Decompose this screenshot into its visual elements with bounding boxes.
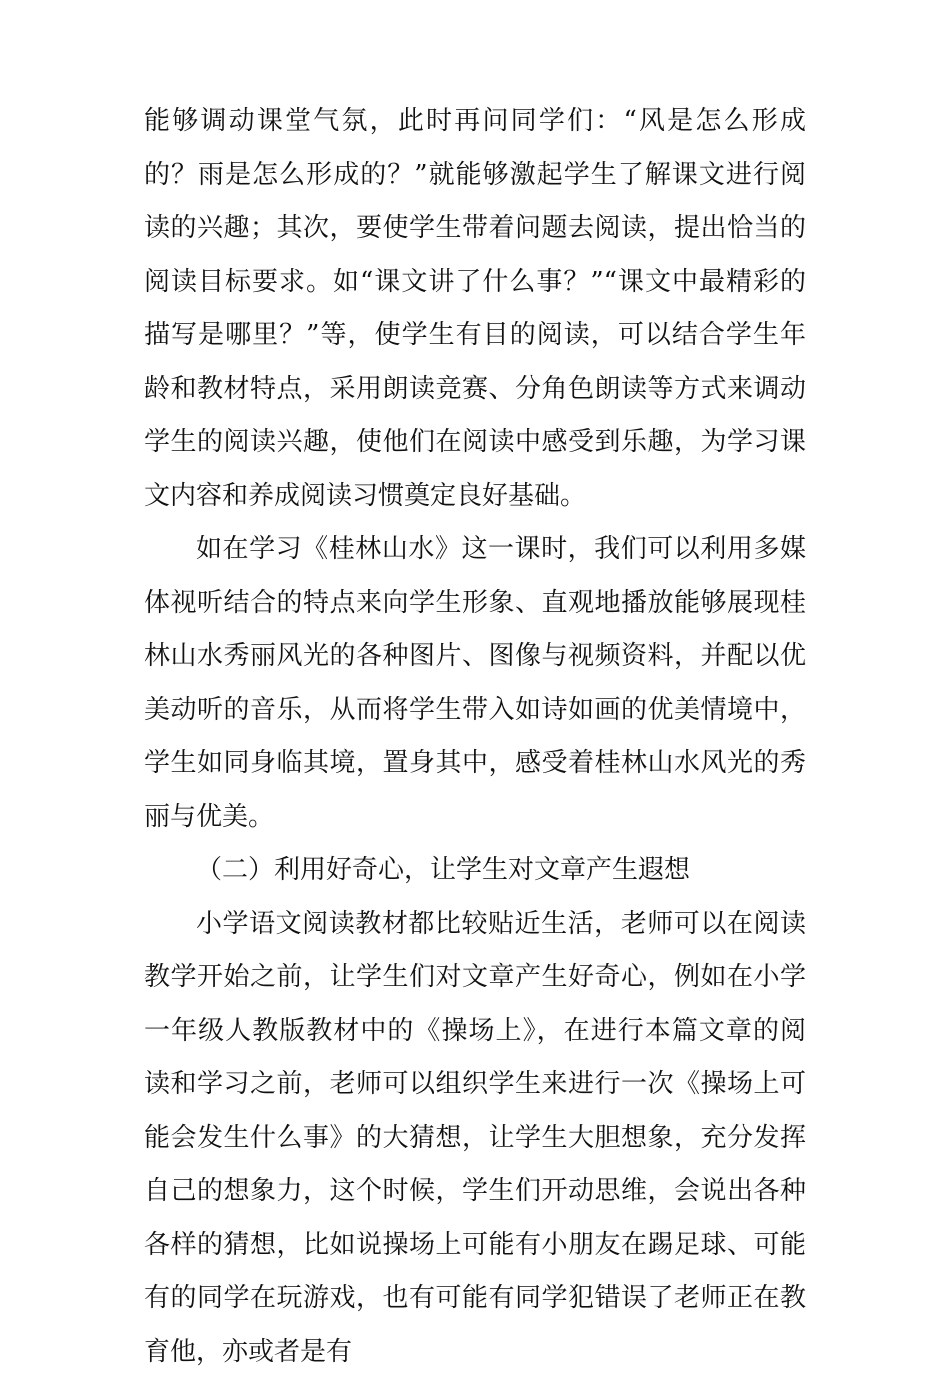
paragraph-curiosity: 小学语文阅读教材都比较贴近生活，老师可以在阅读教学开始之前，让学生们对文章产生好奇心，例如在小学一年级人教版教材中的《操场上》，在进行本篇文章的阅读和学习之前，老师可以组织学生来进行一次《操场上可能会发生什么事》的大猜想，让学生大胆想象，充分发挥自己的想象力，这个时候，学生们开动思维，会说出各种各样的猜想，比如说操场上可能有小朋友在踢足球、可能有的同学在玩游戏，也有可能有同学犯错误了老师正在教育他，亦或者是有 bbox=[144, 898, 806, 1379]
paragraph-continuation: 能够调动课堂气氛，此时再问同学们：“风是怎么形成的？雨是怎么形成的？”就能够激起学生了解课文进行阅读的兴趣；其次，要使学生带着问题去阅读，提出恰当的阅读目标要求。如“课文讲了什么事？”“课文中最精彩的描写是哪里？”等，使学生有目的阅读，可以结合学生年龄和教材特点，采用朗读竞赛、分角色朗读等方式来调动学生的阅读兴趣，使他们在阅读中感受到乐趣，为学习课文内容和养成阅读习惯奠定良好基础。 bbox=[144, 95, 806, 523]
paragraph-guilin-example: 如在学习《桂林山水》这一课时，我们可以利用多媒体视听结合的特点来向学生形象、直观地播放能够展现桂林山水秀丽风光的各种图片、图像与视频资料，并配以优美动听的音乐，从而将学生带入如诗如画的优美情境中，学生如同身临其境，置身其中，感受着桂林山水风光的秀丽与优美。 bbox=[144, 523, 806, 844]
section-heading: （二）利用好奇心，让学生对文章产生遐想 bbox=[144, 844, 806, 898]
document-body bbox=[144, 95, 806, 1379]
